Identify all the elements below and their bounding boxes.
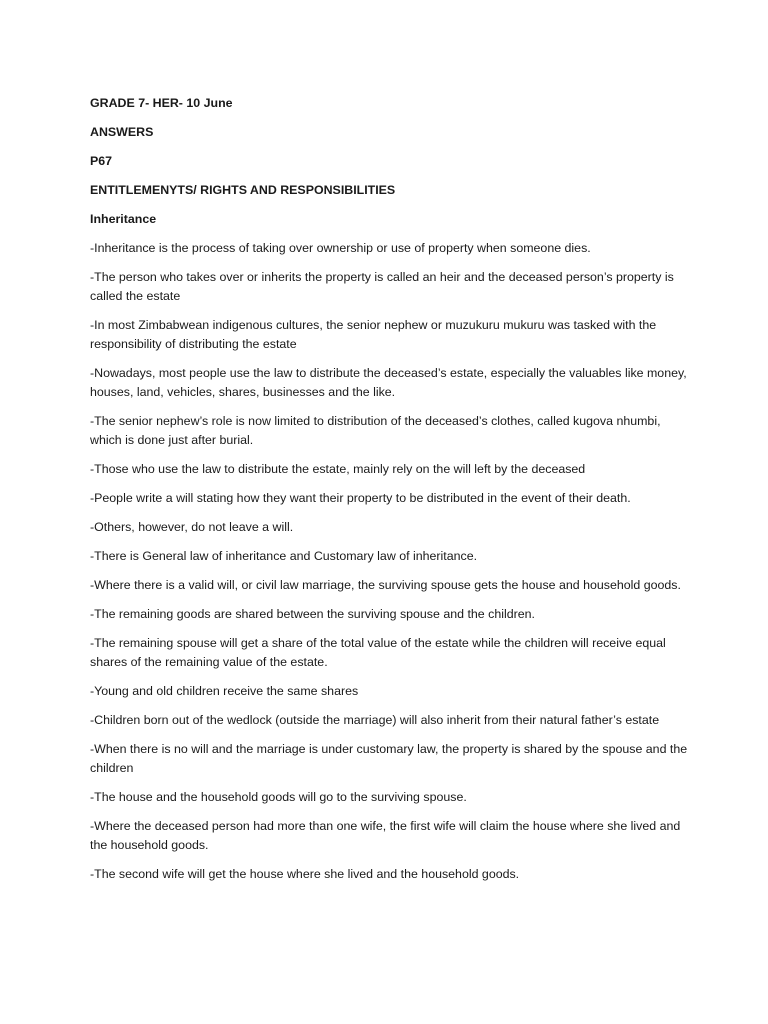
paragraph-10: -Where there is a valid will, or civil law marriage, the surviving spouse gets the house and household goods. (90, 578, 681, 592)
subtopic-heading: Inheritance (90, 212, 157, 226)
document-body (90, 94, 690, 894)
paragraph-4: -Nowadays, most people use the law to distribute the deceased’s estate, especially the valuables like money, houses, land, vehicles, shares, businesses and the like. (90, 366, 687, 399)
paragraph-2: -The person who takes over or inherits the property is called an heir and the deceased person’s property is called the estate (90, 270, 674, 303)
paragraph-8: -Others, however, do not leave a will. (90, 520, 294, 534)
paragraph-6: -Those who use the law to distribute the estate, mainly rely on the will left by the deceased (90, 462, 586, 476)
paragraph-7: -People write a will stating how they want their property to be distributed in the event of their death. (90, 491, 631, 505)
paragraph-14: -Children born out of the wedlock (outside the marriage) will also inherit from their natural father’s estate (90, 713, 660, 727)
grade-title: GRADE 7- HER- 10 June (90, 96, 233, 110)
topic-heading: ENTITLEMENYTS/ RIGHTS AND RESPONSIBILITIES (90, 183, 396, 197)
paragraph-17: -Where the deceased person had more than one wife, the first wife will claim the house where she lived and the household goods. (90, 819, 681, 852)
page-reference: P67 (90, 154, 113, 168)
answers-heading: ANSWERS (90, 125, 154, 139)
paragraph-11: -The remaining goods are shared between the surviving spouse and the children. (90, 607, 535, 621)
paragraph-5: -The senior nephew’s role is now limited to distribution of the deceased’s clothes, called kugova nhumbi, which is done just after burial. (90, 414, 661, 447)
paragraph-12: -The remaining spouse will get a share of the total value of the estate while the children will receive equal shares of the remaining value of the estate. (90, 636, 666, 669)
paragraph-3: -In most Zimbabwean indigenous cultures, the senior nephew or muzukuru mukuru was tasked with the responsibility of distributing the estate (90, 318, 657, 351)
paragraph-15: -When there is no will and the marriage is under customary law, the property is shared by the spouse and the children (90, 742, 688, 775)
paragraph-1: -Inheritance is the process of taking over ownership or use of property when someone dies. (90, 241, 591, 255)
paragraph-18: -The second wife will get the house where she lived and the household goods. (90, 867, 520, 881)
paragraph-9: -There is General law of inheritance and Customary law of inheritance. (90, 549, 478, 563)
paragraph-16: -The house and the household goods will go to the surviving spouse. (90, 790, 467, 804)
paragraph-13: -Young and old children receive the same shares (90, 684, 359, 698)
